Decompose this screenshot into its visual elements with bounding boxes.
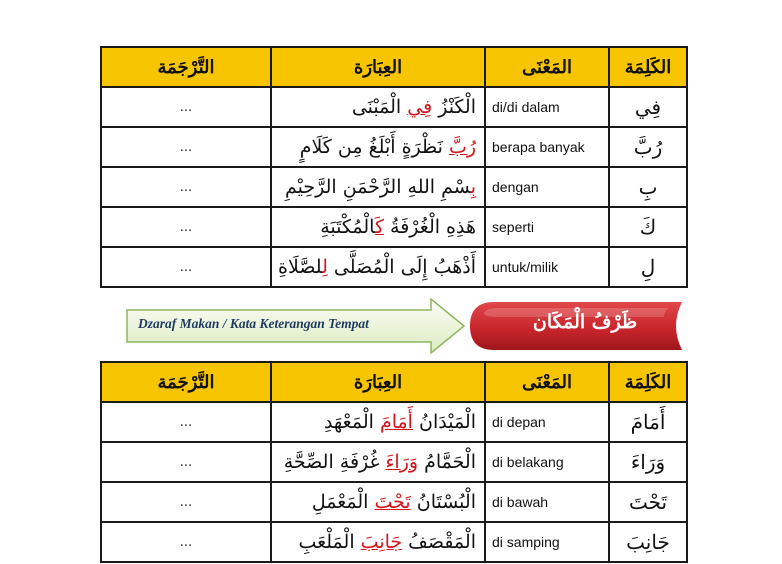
example-text: هَذِهِ الْغُرْفَةُ [383, 216, 476, 238]
example-text: الْمَيْدَانُ [412, 411, 476, 433]
example-text: الْمَعْمَلِ [311, 491, 375, 513]
tarjamah-cell: ... [101, 442, 271, 482]
header-tarjamah: التَّرْجَمَة [101, 362, 271, 402]
example-text: الْمُكْتَبَةِ [320, 216, 375, 238]
example-text: الْبُسْتَانُ [410, 491, 476, 513]
table-row [101, 87, 687, 127]
example-cell [271, 207, 485, 247]
table-row [101, 522, 687, 562]
tarjamah-cell: ... [101, 247, 271, 287]
makna-cell: di/di dalam [485, 87, 609, 127]
example-text: الْحَمَّامُ [418, 451, 476, 473]
kalimah-cell: أَمَامَ [609, 402, 687, 442]
tarjamah-cell: ... [101, 522, 271, 562]
table-header-row [101, 47, 687, 87]
makna-cell: seperti [485, 207, 609, 247]
example-cell [271, 87, 485, 127]
makna-cell: di bawah [485, 482, 609, 522]
makna-cell: berapa banyak [485, 127, 609, 167]
example-text: الْمَبْنَى [351, 96, 408, 118]
tarjamah-cell: ... [101, 482, 271, 522]
example-cell [271, 442, 485, 482]
example-cell [271, 127, 485, 167]
table-row [101, 167, 687, 207]
kalimah-cell: رُبَّ [609, 127, 687, 167]
highlighted-word: كَ [374, 216, 384, 238]
kalimah-cell: تَحْتَ [609, 482, 687, 522]
highlighted-word: فِي [407, 96, 433, 118]
example-text: الْمَقْصَفُ [402, 531, 476, 553]
example-text: أَذْهَبُ إِلَى الْمُصَلَّى [327, 256, 476, 278]
example-cell [271, 167, 485, 207]
makna-cell: di belakang [485, 442, 609, 482]
tarjamah-cell: ... [101, 87, 271, 127]
header-kalimah: الكَلِمَة [609, 47, 687, 87]
tarjamah-cell: ... [101, 127, 271, 167]
makna-cell: di depan [485, 402, 609, 442]
header-kalimah: الكَلِمَة [609, 362, 687, 402]
example-text: الْمَلْعَبِ [298, 531, 361, 553]
example-cell [271, 522, 485, 562]
makna-cell: di samping [485, 522, 609, 562]
makna-cell: dengan [485, 167, 609, 207]
table-header-row [101, 362, 687, 402]
example-cell [271, 402, 485, 442]
table-row [101, 482, 687, 522]
table-row [101, 442, 687, 482]
table-row [101, 207, 687, 247]
kalimah-cell: لِ [609, 247, 687, 287]
makna-cell: untuk/milik [485, 247, 609, 287]
header-tarjamah: التَّرْجَمَة [101, 47, 271, 87]
highlighted-word: أَمَامَ [379, 411, 413, 433]
highlighted-word: رُبَّ [448, 136, 476, 158]
example-cell [271, 247, 485, 287]
section-title: ظَرْفُ الْمَكَان [532, 311, 638, 333]
highlighted-word: بِ [470, 176, 476, 198]
example-text: لصَّلَاةِ [278, 256, 323, 278]
tarjamah-cell: ... [101, 207, 271, 247]
highlighted-word: تَحْتَ [374, 491, 411, 513]
example-text: الْمَعْهَدِ [323, 411, 380, 433]
header-makna: المَعْنَى [485, 47, 609, 87]
highlighted-word: جَانِبَ [360, 531, 403, 553]
table-row [101, 127, 687, 167]
vocabulary-table-huruf-jar [100, 46, 688, 288]
header-ibarah: العِبَارَة [271, 47, 485, 87]
highlighted-word: وَرَاءَ [385, 451, 419, 473]
example-text: نَظْرَةٍ أَبْلَغُ مِن كَلَامٍ [299, 136, 449, 158]
highlighted-word: لِ [322, 256, 328, 278]
table-row [101, 402, 687, 442]
kalimah-cell: كَ [609, 207, 687, 247]
kalimah-cell: بِ [609, 167, 687, 207]
kalimah-cell: فِي [609, 87, 687, 127]
table-row [101, 247, 687, 287]
header-ibarah: العِبَارَة [271, 362, 485, 402]
example-cell [271, 482, 485, 522]
kalimah-cell: وَرَاءَ [609, 442, 687, 482]
section-subtitle: Dzaraf Makan / Kata Keterangan Tempat [138, 316, 369, 331]
header-makna: المَعْنَى [485, 362, 609, 402]
tarjamah-cell: ... [101, 167, 271, 207]
vocabulary-table-dzaraf-makan [100, 361, 688, 563]
tarjamah-cell: ... [101, 402, 271, 442]
example-text: غُرْفَةِ الصِّحَّةِ [283, 451, 386, 473]
example-text: سْمِ اللهِ الرَّحْمَنِ الرَّحِيْمِ [285, 176, 471, 198]
kalimah-cell: جَانِبَ [609, 522, 687, 562]
example-text: الْكَنْزُ [432, 96, 476, 118]
